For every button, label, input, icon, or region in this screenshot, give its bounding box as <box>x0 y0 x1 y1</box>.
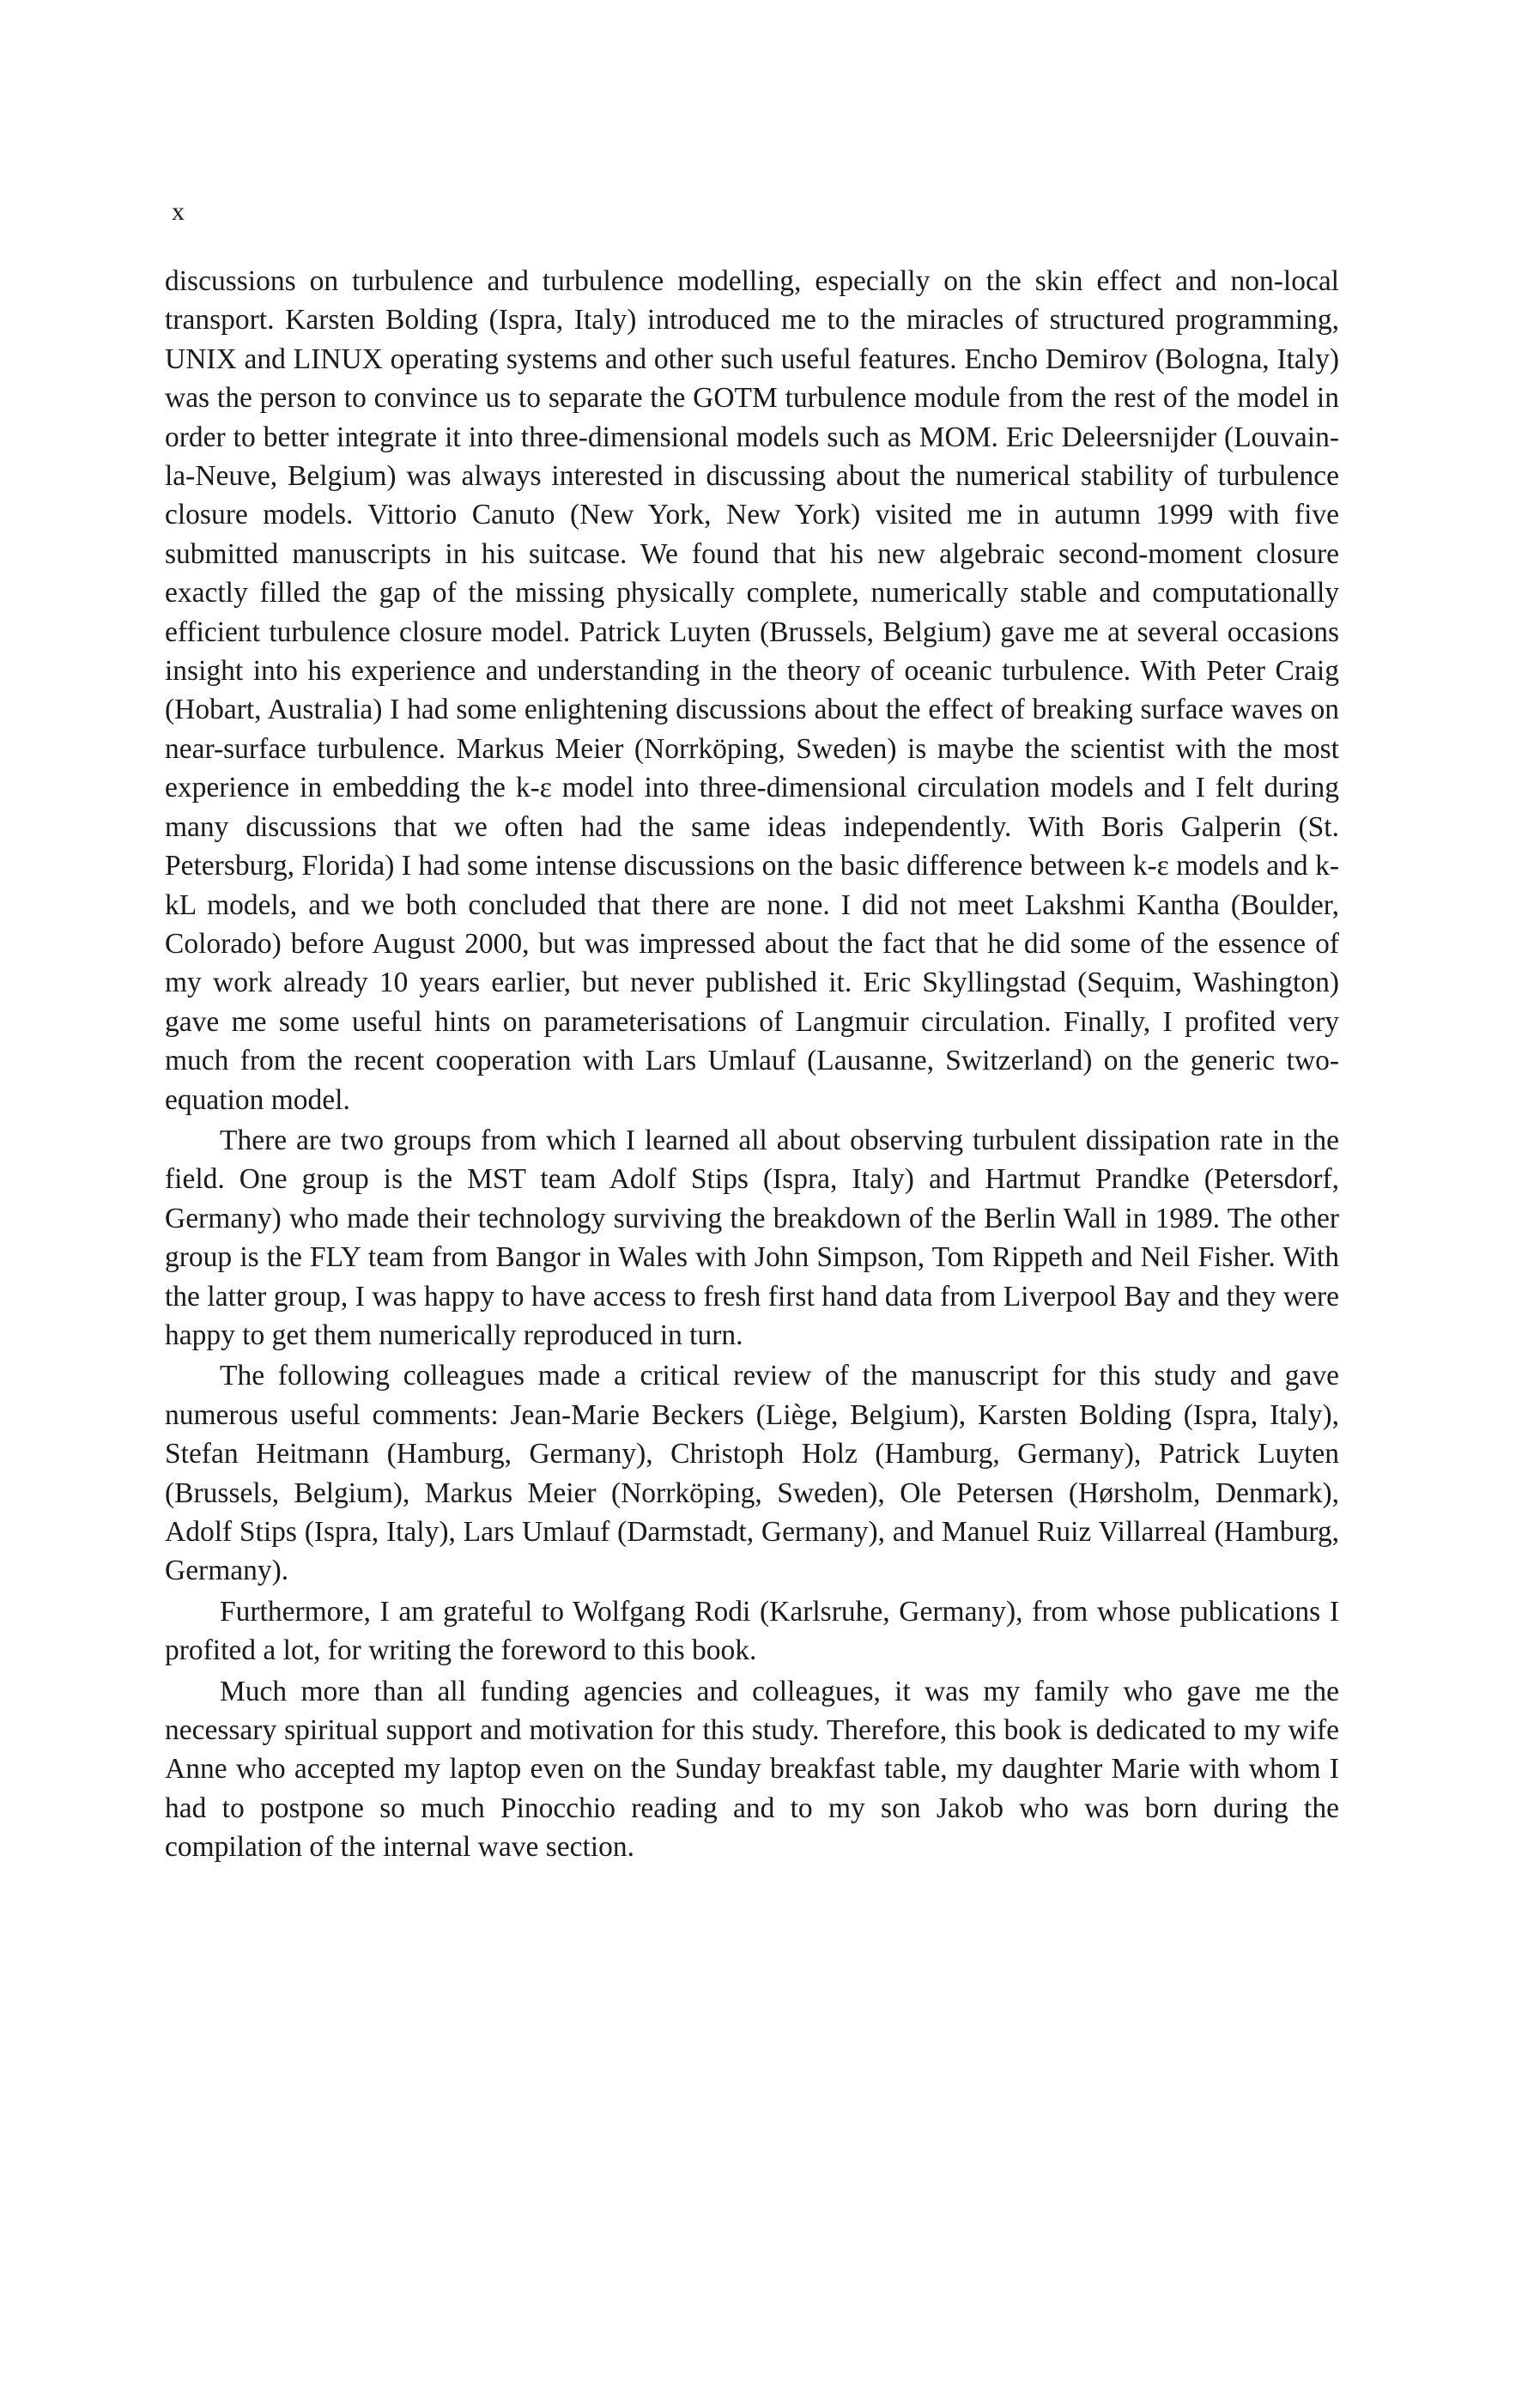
paragraph-manuscript-reviewers: The following colleagues made a critical review of the manuscript for this study and gave numerous useful comments: Jean-Marie Beckers (Liège, Belgium), Karsten Bolding (Ispra, Italy), Stefan Heitmann (Hamburg, Germany), Christoph Holz (Hamburg, Germany), Patrick Luyten (Brussels, Belgium), Markus Meier (Norrköping, Sweden), Ole Petersen (Hørsholm, Denmark), Adolf Stips (Ispra, Italy), Lars Umlauf (Darmstadt, Germany), and Manuel Ruiz Villarreal (Hamburg, Germany). <box>165 1360 1339 1587</box>
paragraph-foreword-thanks: Furthermore, I am grateful to Wolfgang Rodi (Karlsruhe, Germany), from whose publications I profited a lot, for writing the foreword to this book. <box>165 1595 1339 1667</box>
page-number: x <box>172 197 185 226</box>
paragraph-continued-acknowledgements: discussions on turbulence and turbulence modelling, especially on the skin effect and non-local transport. Karsten Bolding (Ispra, Italy) introduced me to the miracles of structured programming, UNIX and LINUX operating systems and other such useful features. Encho Demirov (Bologna, Italy) was the person to convince us to separate the GOTM turbulence module from the rest of the model in order to better integrate it into three-dimensional models such as MOM. Eric Deleersnijder (Louvain-la-Neuve, Belgium) was always interested in discussing about the numerical stability of turbulence closure models. Vittorio Canuto (New York, New York) visited me in autumn 1999 with five submitted manuscripts in his suitcase. We found that his new algebraic second-moment closure exactly filled the gap of the missing physically complete, numerically stable and computationally efficient turbulence closure model. Patrick Luyten (Brussels, Belgium) gave me at several occasions insight into his experience and understanding in the theory of oceanic turbulence. With Peter Craig (Hobart, Australia) I had some enlightening discussions about the effect of breaking surface waves on near-surface turbulence. Markus Meier (Norrköping, Sweden) is maybe the scientist with the most experience in embedding the k-ε model into three-dimensional circulation models and I felt during many discussions that we often had the same ideas independently. With Boris Galperin (St. Petersburg, Florida) I had some intense discussions on the basic difference between k-ε models and k-kL models, and we both concluded that there are none. I did not meet Lakshmi Kantha (Boulder, Colorado) before August 2000, but was impressed about the fact that he did some of the essence of my work already 10 years earlier, but never published it. Eric Skyllingstad (Sequim, Washington) gave me some useful hints on parameterisations of Langmuir circulation. Finally, I profited very much from the recent cooperation with Lars Umlauf (Lausanne, Switzerland) on the generic two-equation model. <box>165 265 1339 1116</box>
paragraph-dissipation-groups: There are two groups from which I learned all about observing turbulent dissipation rate in the field. One group is the MST team Adolf Stips (Ispra, Italy) and Hartmut Prandke (Petersdorf, Germany) who made their technology surviving the breakdown of the Berlin Wall in 1989. The other group is the FLY team from Bangor in Wales with John Simpson, Tom Rippeth and Neil Fisher. With the latter group, I was happy to have access to fresh first hand data from Liverpool Bay and they were happy to get them numerically reproduced in turn. <box>165 1124 1339 1351</box>
body-text <box>165 262 1339 1867</box>
paragraph-family-dedication: Much more than all funding agencies and colleagues, it was my family who gave me the necessary spiritual support and motivation for this study. Therefore, this book is dedicated to my wife Anne who accepted my laptop even on the Sunday breakfast table, my daughter Marie with whom I had to postpone so much Pinocchio reading and to my son Jakob who was born during the compilation of the internal wave section. <box>165 1675 1339 1864</box>
